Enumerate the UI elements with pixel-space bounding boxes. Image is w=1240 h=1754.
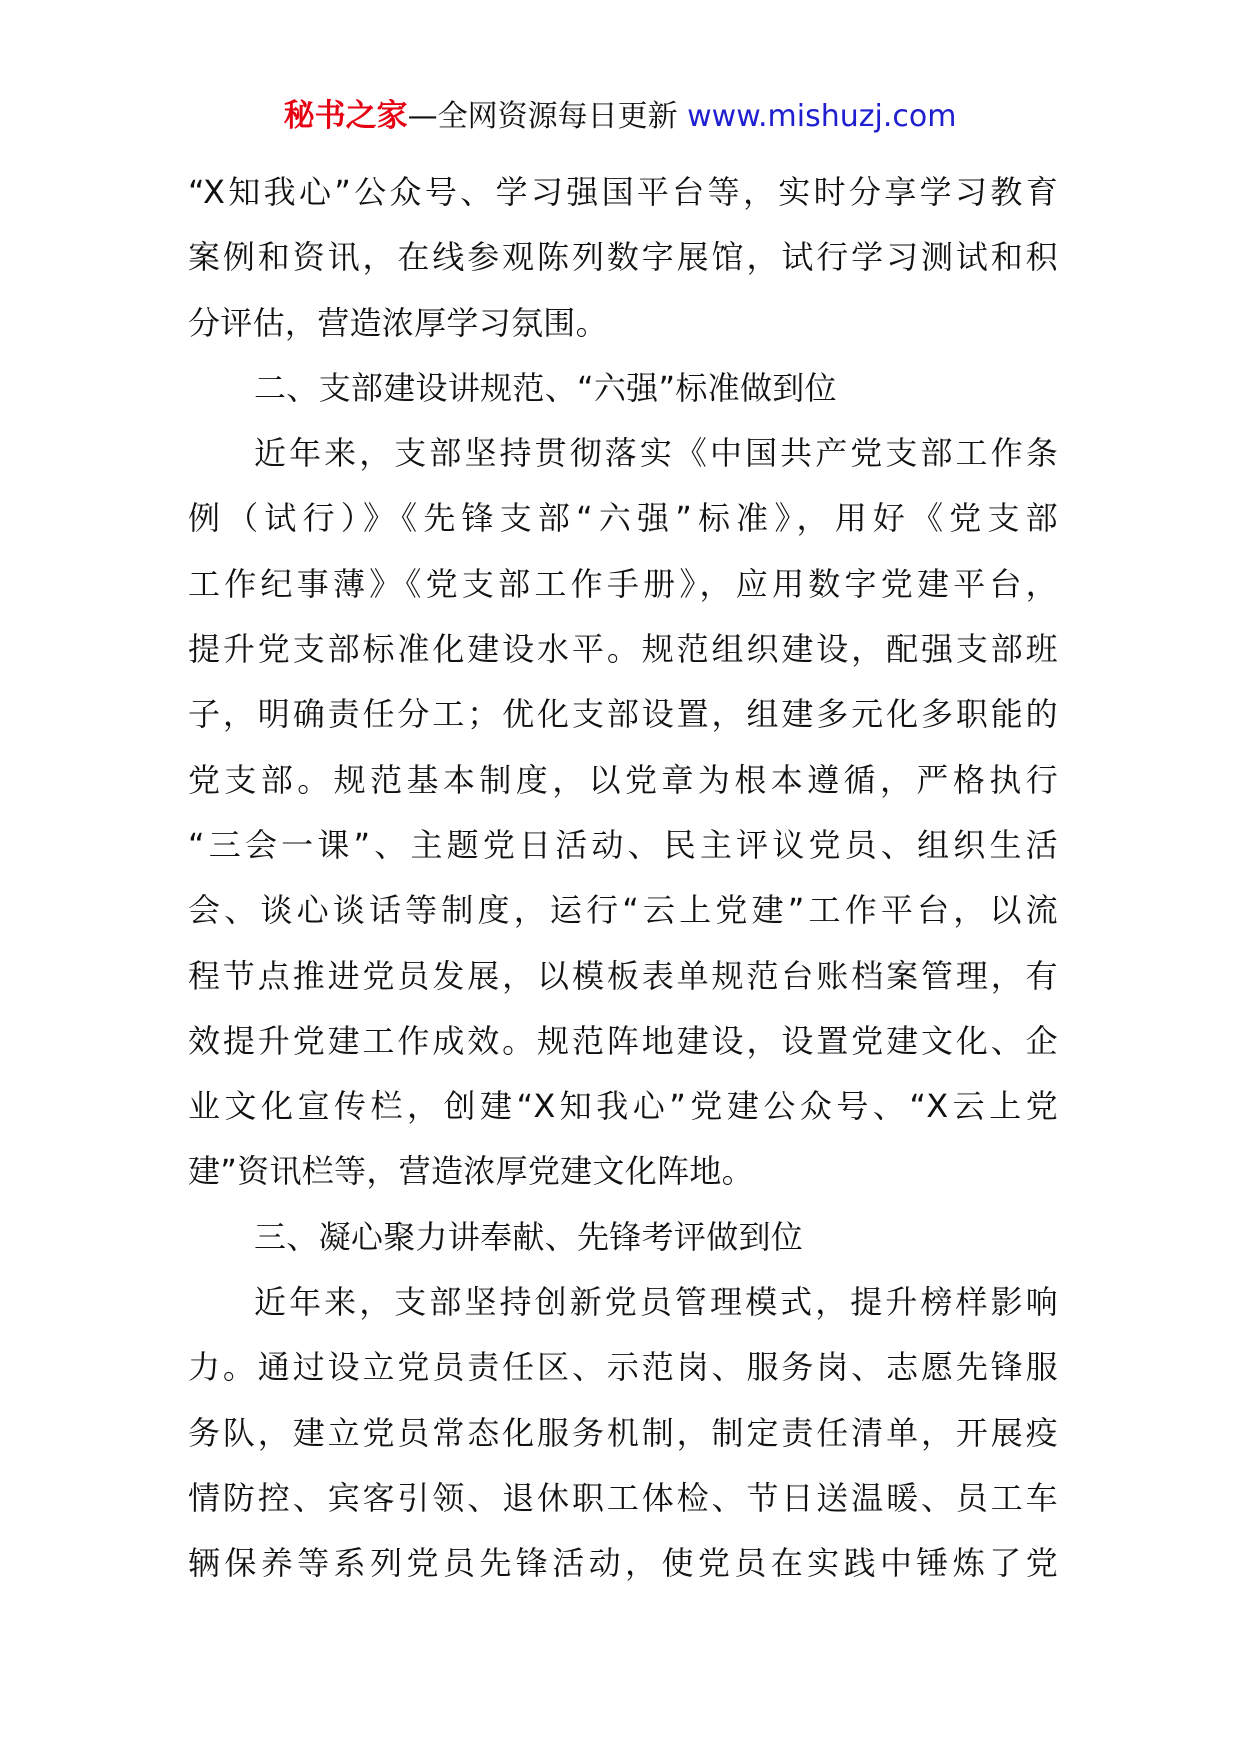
text-line: 党支部。规范基本制度，以党章为根本遵循，严格执行 xyxy=(188,760,1058,799)
text-line: 近年来，支部坚持贯彻落实《中国共产党支部工作条 xyxy=(254,434,1058,473)
text-line: “X知我心”公众号、学习强国平台等，实时分享学习教育 xyxy=(188,173,1058,211)
text-line: 效提升党建工作成效。规范阵地建设，设置党建文化、企 xyxy=(188,1021,1058,1060)
text-line: 分评估，营造浓厚学习氛围。 xyxy=(188,303,608,342)
text-line: 案例和资讯，在线参观陈列数字展馆，试行学习测试和积 xyxy=(188,238,1058,277)
site-slogan: —全网资源每日更新 xyxy=(407,99,688,134)
text-line: 建”资讯栏等，营造浓厚党建文化阵地。 xyxy=(188,1152,754,1191)
text-line: 近年来，支部坚持创新党员管理模式，提升榜样影响 xyxy=(254,1283,1058,1322)
text-line: 程节点推进党员发展，以模板表单规范台账档案管理，有 xyxy=(188,956,1058,995)
text-line: 提升党支部标准化建设水平。规范组织建设，配强支部班 xyxy=(188,630,1058,669)
text-line: 会、谈心谈话等制度，运行“云上党建”工作平台，以流 xyxy=(188,891,1058,930)
site-header xyxy=(0,96,1240,137)
text-line: 例（试行）》《先锋支部“六强”标准》，用好《党支部 xyxy=(188,499,1058,538)
text-line: 子，明确责任分工；优化支部设置，组建多元化多职能的 xyxy=(188,695,1058,734)
section-heading: 二、支部建设讲规范、“六强”标准做到位 xyxy=(254,368,837,407)
text-line: 力。通过设立党员责任区、示范岗、服务岗、志愿先锋服 xyxy=(188,1348,1058,1387)
text-line: 辆保养等系列党员先锋活动，使党员在实践中锤炼了党 xyxy=(188,1544,1058,1583)
text-line: 情防控、宾客引领、退休职工体检、节日送温暖、员工车 xyxy=(188,1478,1058,1517)
text-line: 务队，建立党员常态化服务机制，制定责任清单，开展疫 xyxy=(188,1413,1058,1452)
text-line: “三会一课”、主题党日活动、民主评议党员、组织生活 xyxy=(188,825,1058,864)
site-brand: 秘书之家 xyxy=(283,98,408,134)
document-body xyxy=(188,160,1058,1597)
text-line: 业文化宣传栏，创建“X知我心”党建公众号、“X云上党 xyxy=(188,1087,1058,1126)
section-heading: 三、凝心聚力讲奉献、先锋考评做到位 xyxy=(254,1217,804,1256)
text-line: 工作纪事薄》《党支部工作手册》，应用数字党建平台， xyxy=(188,564,1058,603)
site-url-link[interactable]: www.mishuzj.com xyxy=(687,99,957,134)
